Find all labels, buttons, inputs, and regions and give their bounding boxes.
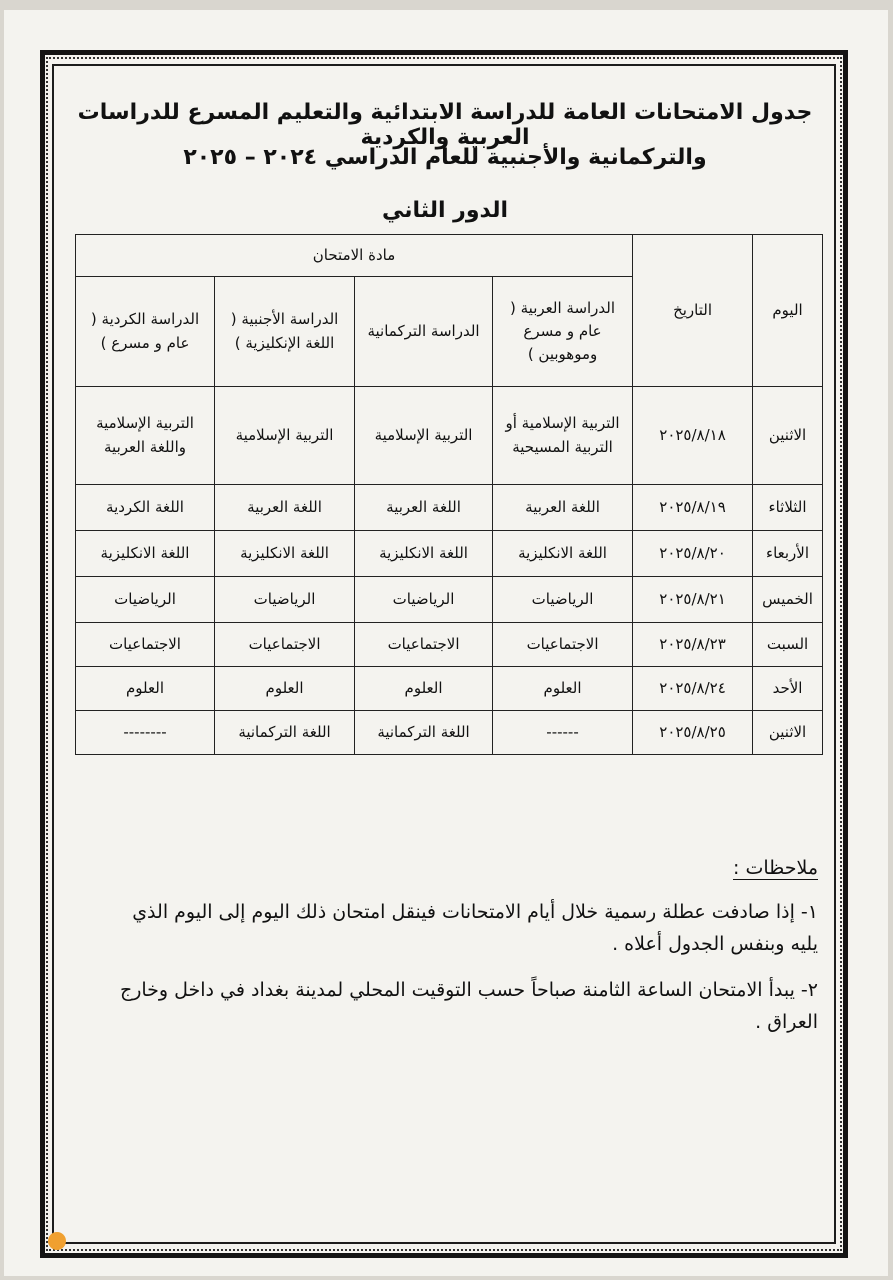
note-item-1: ١- إذا صادفت عطلة رسمية خلال أيام الامتحانات فينقل امتحان ذلك اليوم إلى اليوم الذي يليه وبنفس الجدول أعلاه . — [132, 901, 818, 956]
table-header-row — [76, 235, 823, 277]
subject-cell: اللغة العربية — [493, 485, 633, 531]
subject-cell: اللغة الانكليزية — [215, 531, 355, 577]
subject-cell: اللغة التركمانية — [215, 711, 355, 755]
subject-cell: اللغة التركمانية — [355, 711, 493, 755]
subject-cell: العلوم — [215, 667, 355, 711]
header-subject: مادة الامتحان — [76, 235, 633, 277]
subject-cell: الاجتماعيات — [215, 623, 355, 667]
date-cell: ٢٠٢٥/٨/١٩ — [633, 485, 753, 531]
header-stream-kurdish: الدراسة الكردية ( عام و مسرع ) — [76, 277, 215, 387]
date-cell: ٢٠٢٥/٨/١٨ — [633, 387, 753, 485]
subject-cell: اللغة الانكليزية — [355, 531, 493, 577]
subject-cell: العلوم — [493, 667, 633, 711]
subject-cell: التربية الإسلامية واللغة العربية — [76, 387, 215, 485]
table-row — [76, 711, 823, 755]
table-row — [76, 485, 823, 531]
date-cell: ٢٠٢٥/٨/٢١ — [633, 577, 753, 623]
header-date: التاريخ — [633, 235, 753, 387]
table-row — [76, 577, 823, 623]
day-cell: الاثنين — [753, 387, 823, 485]
subject-cell: اللغة الكردية — [76, 485, 215, 531]
header-stream-foreign: الدراسة الأجنبية ( اللغة الإنكليزية ) — [215, 277, 355, 387]
table-row — [76, 623, 823, 667]
subject-cell: العلوم — [355, 667, 493, 711]
date-cell: ٢٠٢٥/٨/٢٥ — [633, 711, 753, 755]
subject-cell: الرياضيات — [215, 577, 355, 623]
table-row — [76, 387, 823, 485]
day-cell: الاثنين — [753, 711, 823, 755]
day-cell: الخميس — [753, 577, 823, 623]
header-day: اليوم — [753, 235, 823, 387]
subject-cell: التربية الإسلامية — [355, 387, 493, 485]
subject-cell: الاجتماعيات — [355, 623, 493, 667]
subject-cell: الرياضيات — [76, 577, 215, 623]
notes-title-text: ملاحظات : — [733, 857, 818, 879]
day-cell: الأربعاء — [753, 531, 823, 577]
header-stream-turkmen: الدراسة التركمانية — [355, 277, 493, 387]
table-row — [76, 667, 823, 711]
exam-schedule-table — [75, 234, 823, 755]
notes-title — [110, 852, 818, 884]
subject-cell: التربية الإسلامية — [215, 387, 355, 485]
date-cell: ٢٠٢٥/٨/٢٠ — [633, 531, 753, 577]
header-stream-arabic: الدراسة العربية ( عام و مسرع وموهوبين ) — [493, 277, 633, 387]
date-cell: ٢٠٢٥/٨/٢٣ — [633, 623, 753, 667]
subject-cell: اللغة العربية — [355, 485, 493, 531]
note-item-2: ٢- يبدأ الامتحان الساعة الثامنة صباحاً حسب التوقيت المحلي لمدينة بغداد في داخل وخارج العراق . — [119, 979, 818, 1034]
subject-cell: الرياضيات — [493, 577, 633, 623]
subject-cell: الاجتماعيات — [493, 623, 633, 667]
subject-cell: اللغة الانكليزية — [76, 531, 215, 577]
subject-cell: اللغة العربية — [215, 485, 355, 531]
day-cell: الأحد — [753, 667, 823, 711]
table-row — [76, 531, 823, 577]
date-cell: ٢٠٢٥/٨/٢٤ — [633, 667, 753, 711]
subject-cell: التربية الإسلامية أو التربية المسيحية — [493, 387, 633, 485]
orange-circle-logo-icon — [48, 1232, 66, 1250]
title-line-3: الدور الثاني — [381, 198, 509, 223]
subject-cell: الاجتماعيات — [76, 623, 215, 667]
subject-cell: اللغة الانكليزية — [493, 531, 633, 577]
subject-cell: الرياضيات — [355, 577, 493, 623]
title-line-1: جدول الامتحانات العامة للدراسة الابتدائية والتعليم المسرع للدراسات العربية والكردية — [77, 100, 813, 150]
day-cell: الثلاثاء — [753, 485, 823, 531]
subject-cell: -------- — [76, 711, 215, 755]
subject-cell: ------ — [493, 711, 633, 755]
title-line-2: والتركمانية والأجنبية للعام الدراسي ٢٠٢٤ – ٢٠٢٥ — [183, 145, 707, 170]
day-cell: السبت — [753, 623, 823, 667]
subject-cell: العلوم — [76, 667, 215, 711]
